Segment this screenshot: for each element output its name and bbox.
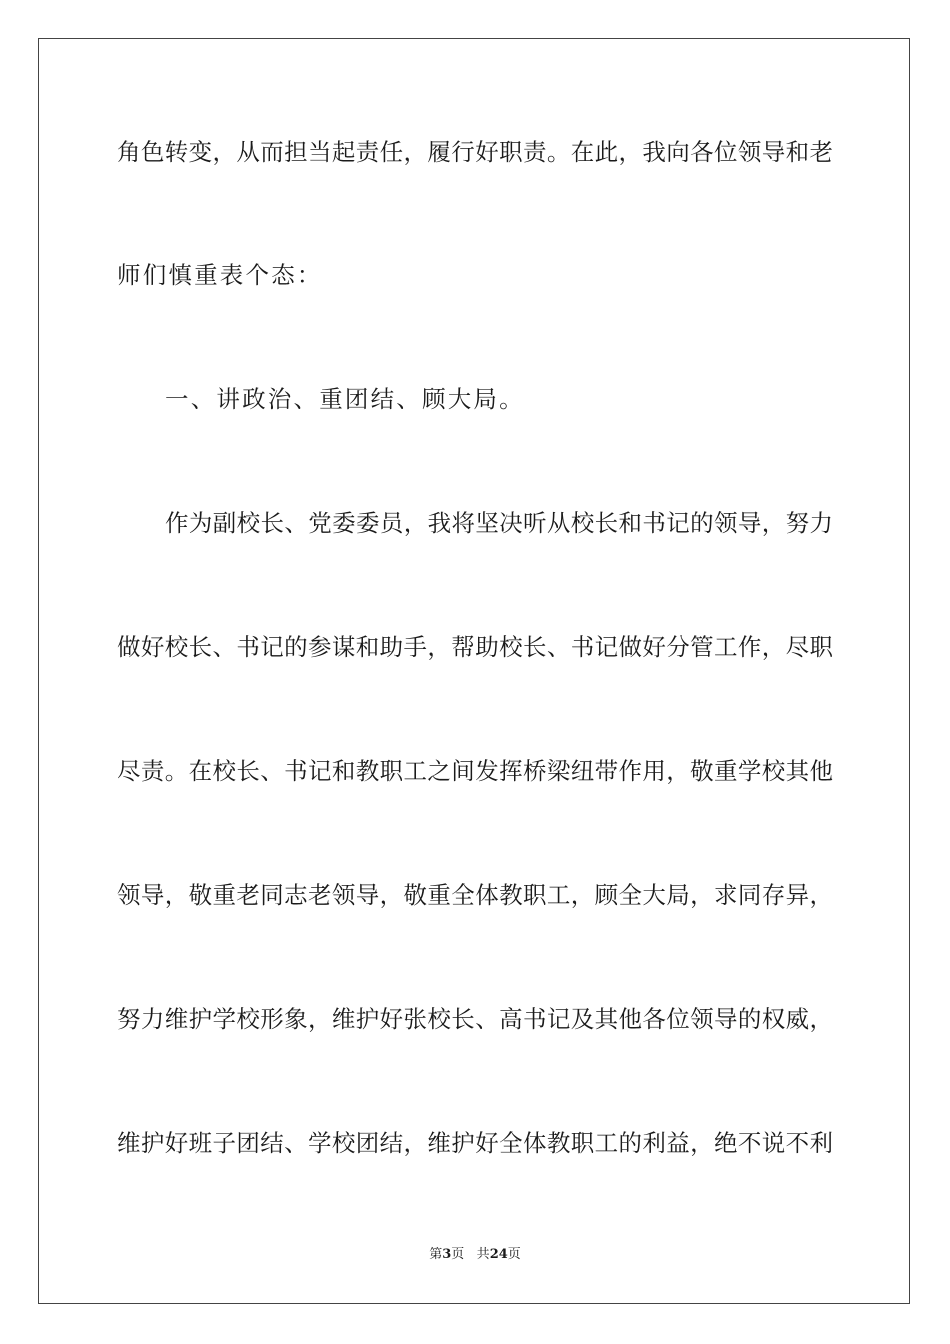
total-suffix: 页 xyxy=(507,1247,521,1262)
text-line-7: 领导，敬重老同志老领导，敬重全体教职工，顾全大局，求同存异， xyxy=(117,881,833,909)
page-suffix: 页 xyxy=(451,1247,465,1262)
page-prefix: 第 xyxy=(429,1247,443,1262)
text-line-4: 作为副校长、党委委员，我将坚决听从校长和书记的领导，努力 xyxy=(165,509,833,537)
text-line-1: 角色转变，从而担当起责任，履行好职责。在此，我向各位领导和老 xyxy=(117,138,833,166)
page-footer xyxy=(0,1246,950,1264)
total-page-number: 24 xyxy=(489,1247,508,1262)
page-border xyxy=(38,38,910,1304)
text-line-8: 努力维护学校形象，维护好张校长、高书记及其他各位领导的权威， xyxy=(117,1005,833,1033)
text-line-6: 尽责。在校长、书记和教职工之间发挥桥梁纽带作用，敬重学校其他 xyxy=(117,757,833,785)
text-line-9: 维护好班子团结、学校团结，维护好全体教职工的利益，绝不说不利 xyxy=(117,1129,833,1157)
section-heading-1: 一、讲政治、重团结、顾大局。 xyxy=(165,385,525,413)
current-page-number: 3 xyxy=(442,1247,452,1262)
text-line-2: 师们慎重表个态： xyxy=(117,261,323,289)
text-line-5: 做好校长、书记的参谋和助手，帮助校长、书记做好分管工作，尽职 xyxy=(117,633,833,661)
total-prefix: 共 xyxy=(476,1247,490,1262)
